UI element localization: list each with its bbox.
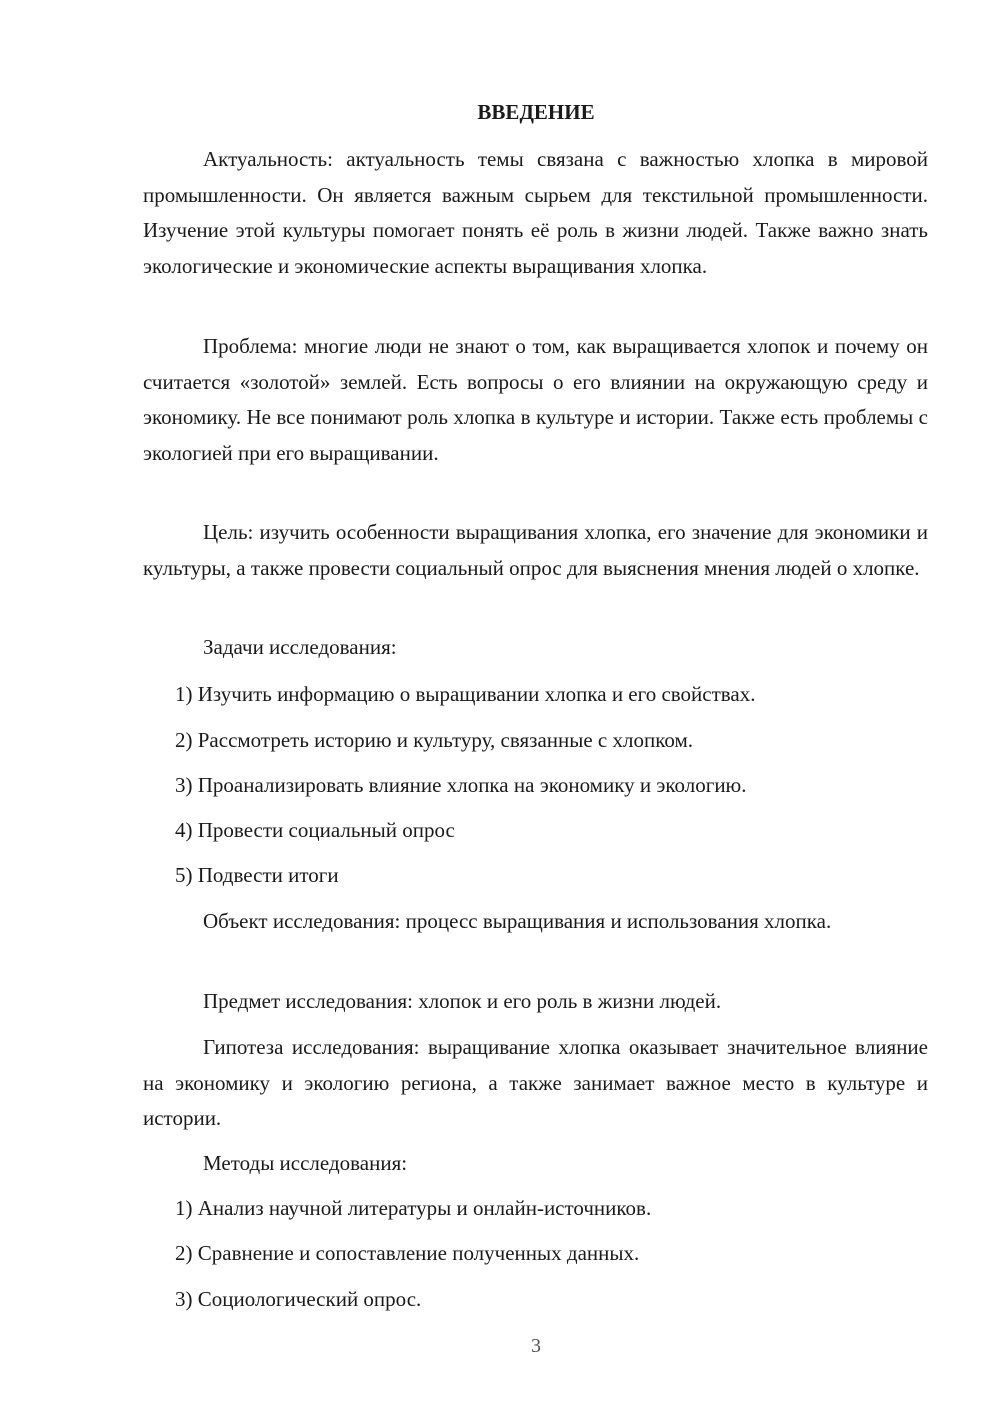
problem-paragraph: Проблема: многие люди не знают о том, как выращивается хлопок и почему он считается «золотой» землей. Есть вопросы о его влиянии на окружающую среду и экономику. Не все понимают роль хлопка в культуре и истории. Также есть проблемы с экологией при его выращивании. (143, 334, 928, 465)
task-item-3: 3) Проанализировать влияние хлопка на экономику и экологию. (175, 773, 747, 797)
task-item-5: 5) Подвести итоги (175, 863, 339, 887)
tasks-heading: Задачи исследования: (203, 635, 397, 659)
method-item-2: 2) Сравнение и сопоставление полученных данных. (175, 1241, 640, 1265)
task-item-1: 1) Изучить информацию о выращивании хлопка и его свойствах. (175, 682, 756, 706)
task-item-2: 2) Рассмотреть историю и культуру, связанные с хлопком. (175, 728, 693, 752)
relevance-paragraph: Актуальность: актуальность темы связана с важностью хлопка в мировой промышленности. Он является важным сырьем для текстильной промышленности. Изучение этой культуры помогает понять её роль в жизни людей. Также важно знать экологические и экономические аспекты выращивания хлопка. (143, 147, 928, 278)
methods-heading: Методы исследования: (203, 1151, 408, 1175)
task-item-4: 4) Провести социальный опрос (175, 818, 455, 842)
goal-paragraph: Цель: изучить особенности выращивания хлопка, его значение для экономики и культуры, а также провести социальный опрос для выяснения мнения людей о хлопке. (143, 520, 928, 580)
object-paragraph: Объект исследования: процесс выращивания и использования хлопка. (203, 909, 832, 933)
page-number: 3 (531, 1335, 541, 1357)
subject-paragraph: Предмет исследования: хлопок и его роль в жизни людей. (203, 989, 722, 1013)
method-item-3: 3) Социологический опрос. (175, 1287, 422, 1311)
page-title: ВВЕДЕНИЕ (477, 100, 595, 124)
method-item-1: 1) Анализ научной литературы и онлайн-источников. (175, 1196, 652, 1220)
hypothesis-paragraph: Гипотеза исследования: выращивание хлопка оказывает значительное влияние на экономику и экологию региона, а также занимает важное место в культуре и истории. (143, 1035, 928, 1130)
